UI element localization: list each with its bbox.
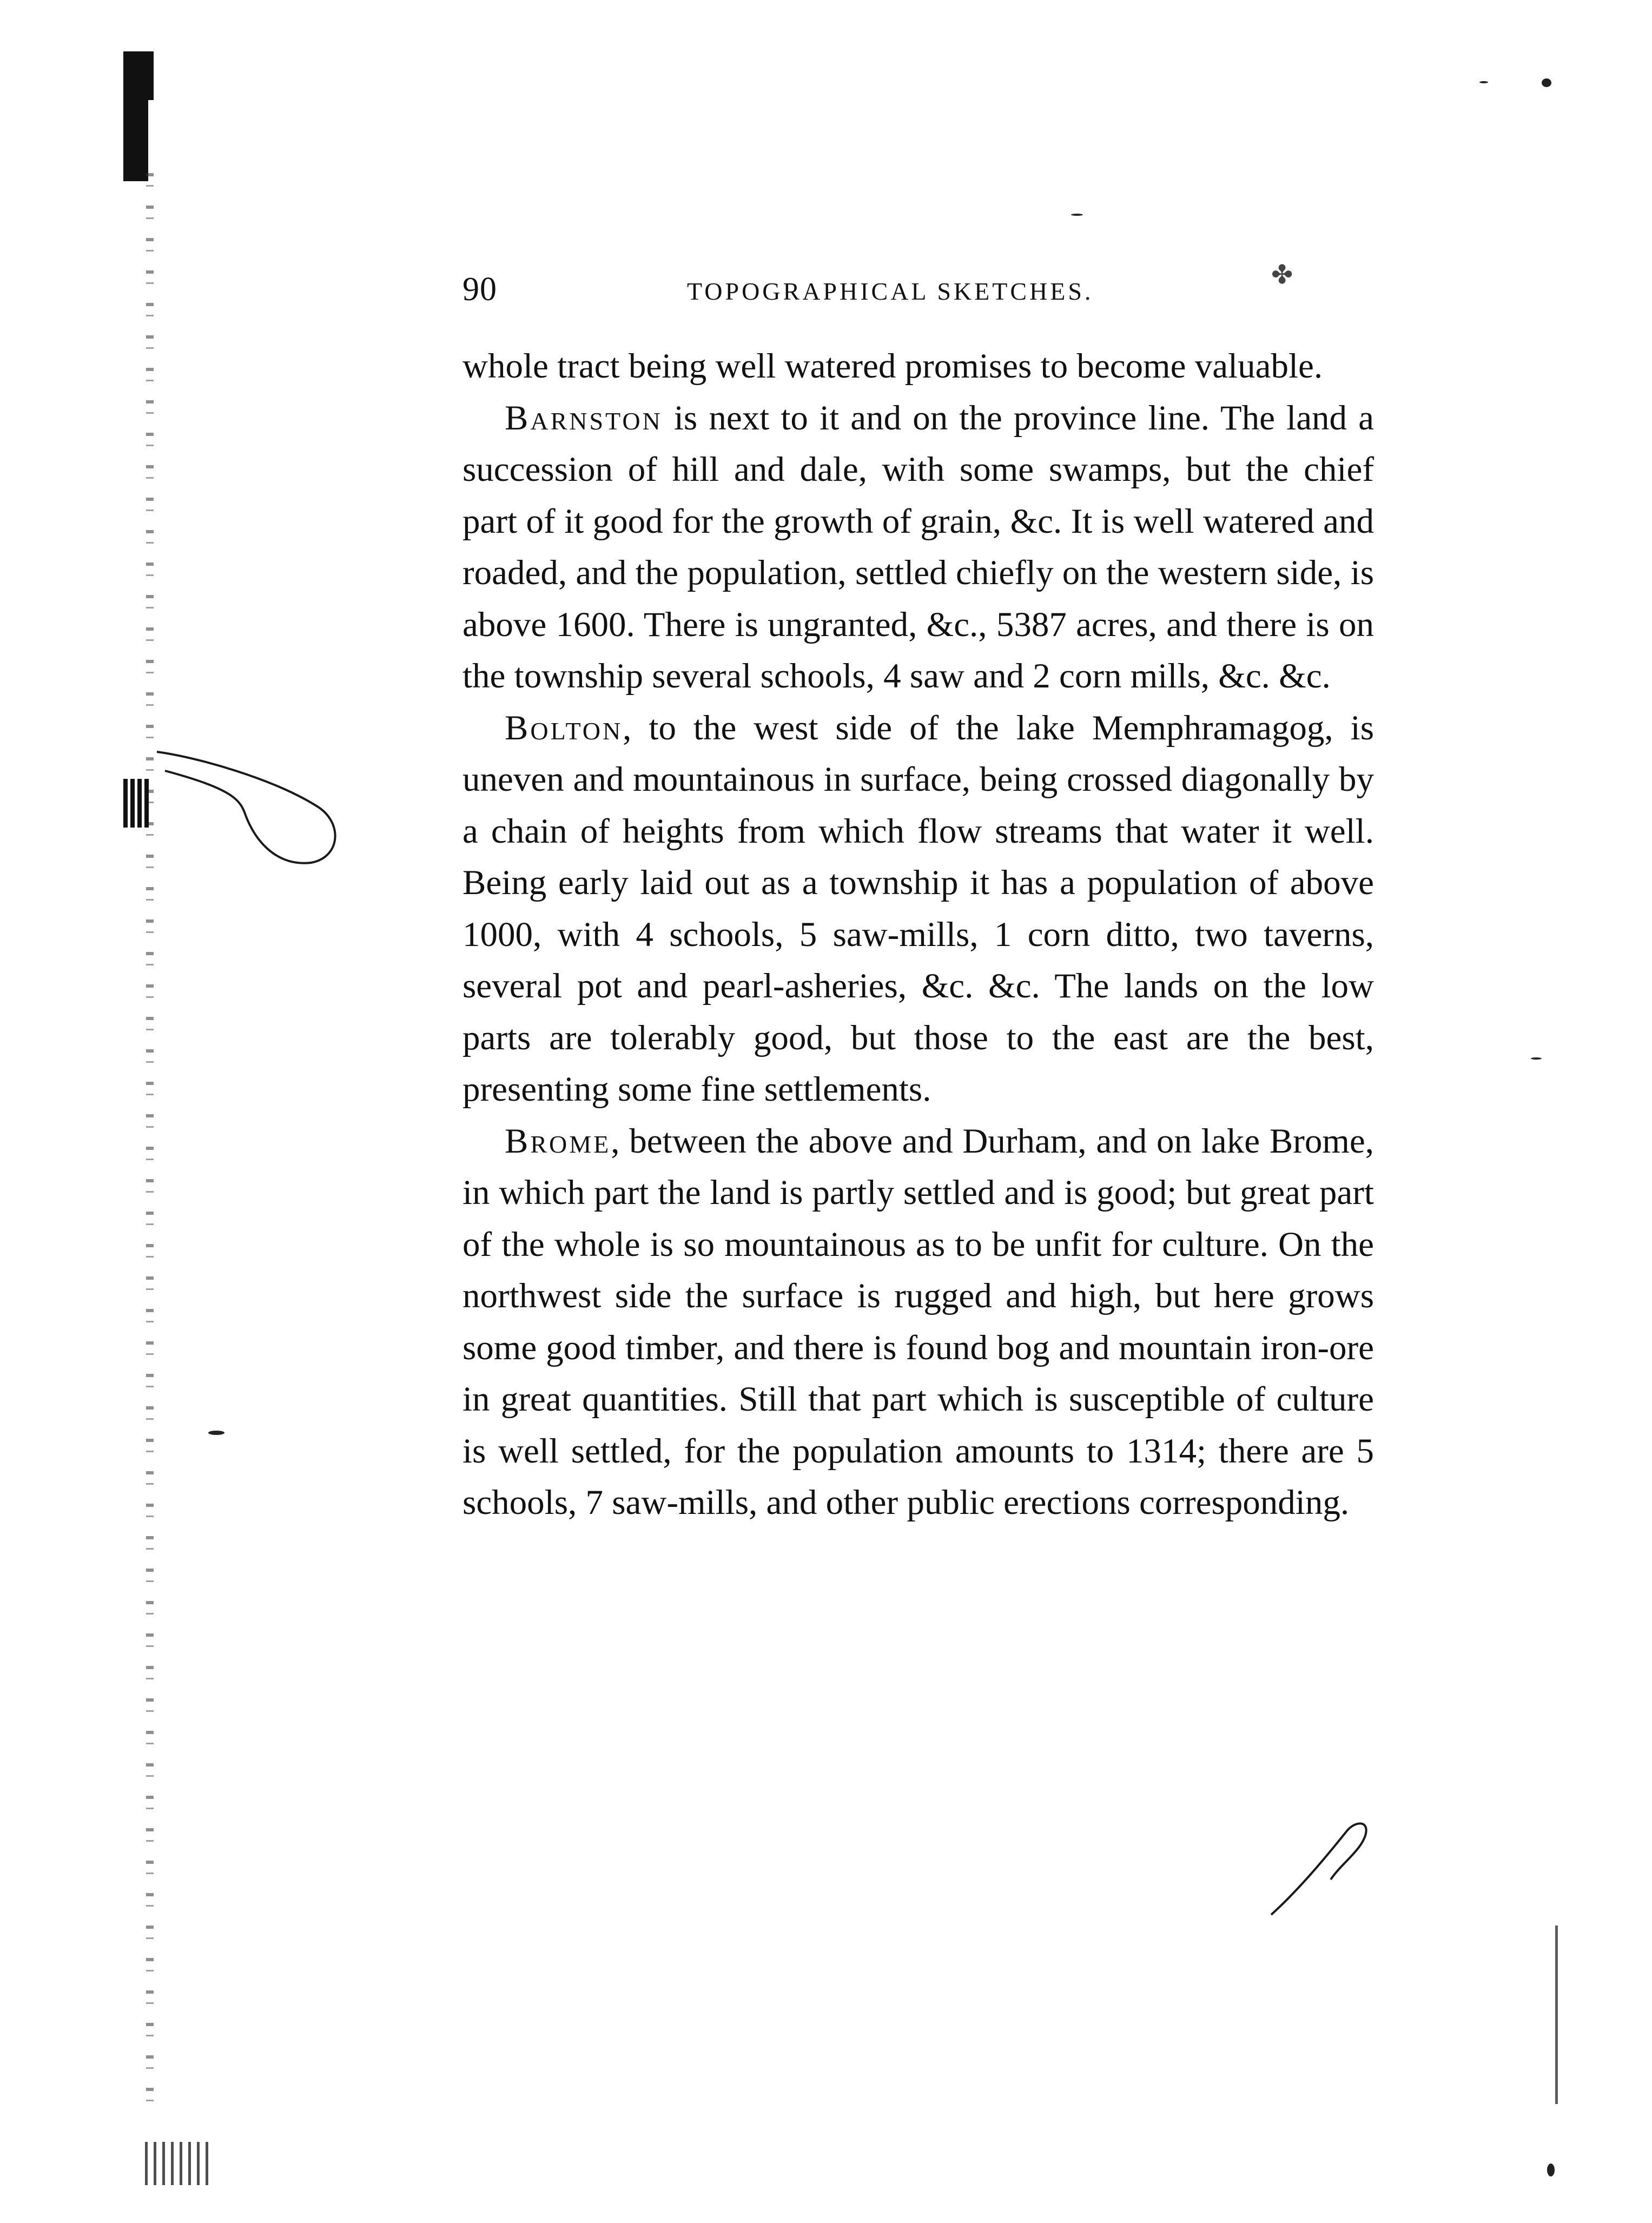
paragraph-continuation [462,341,1374,393]
paragraph-text: , to the west side of the lake Memphramagog, is uneven and mountainous in surface, being crossed diagonally by a chain of heights from which flow streams that water it well. Being early laid out as a township it has a population of above 1000, with 4 schools, 5 saw-mills, 1 corn ditto, two taverns, several pot and pearl-asheries, &c. &c. The lands on the low parts are tolerably good, but those to the east are the best, presenting some fine settlements. [462,708,1374,1109]
paragraph-text: whole tract being well watered promises to become valuable. [462,347,1323,386]
binding-edge-bottom-marks [145,2142,210,2185]
page-number: 90 [462,271,497,308]
scan-speck [208,1431,224,1435]
paragraph-text: , between the above and Durham, and on lake Brome, in which part the land is partly settled and is good; but great part of the whole is so mountainous as to be unfit for culture. On the northwest side the surface is rugged and high, but here grows some good timber, and there is found bog and mountain iron-ore in great quantities. Still that part which is susceptible of culture is well settled, for the population amounts to 1314; there are 5 schools, 7 saw-mills, and other public erections corresponding. [462,1121,1374,1522]
running-head [462,261,1374,314]
paragraph-barnston [462,393,1374,703]
township-name: Barnston [505,398,663,438]
paragraph-bolton [462,703,1374,1116]
township-name: Brome [505,1121,611,1161]
binding-edge-ticks [123,779,150,828]
body-text [462,341,1374,1529]
scan-speck [1479,81,1488,83]
printer-ornament-icon: ✤ [1271,261,1293,289]
paragraph-text: is next to it and on the province line. The land a succession of hill and dale, with some swamps, but the chief part of it good for the growth of grain, &c. It is well watered and roaded, and the population, settled chiefly on the western side, is above 1600. There is ungranted, &c., 5387 acres, and there is on the township several schools, 4 saw and 2 corn mills, &c. &c. [462,398,1374,696]
running-title: TOPOGRAPHICAL SKETCHES. [687,277,1094,305]
binding-edge-marks [146,173,154,2120]
scan-speck [1531,1057,1542,1060]
right-edge-mark [1555,1926,1558,2104]
scan-speck [1547,2164,1555,2176]
binding-edge-shadow-top [140,51,154,100]
scan-speck [1542,78,1551,87]
township-name: Bolton [505,708,623,747]
pencil-check-mark [1266,1815,1374,1917]
pencil-loop-mark [154,741,349,871]
paragraph-brome [462,1116,1374,1529]
scan-speck [1071,214,1083,216]
